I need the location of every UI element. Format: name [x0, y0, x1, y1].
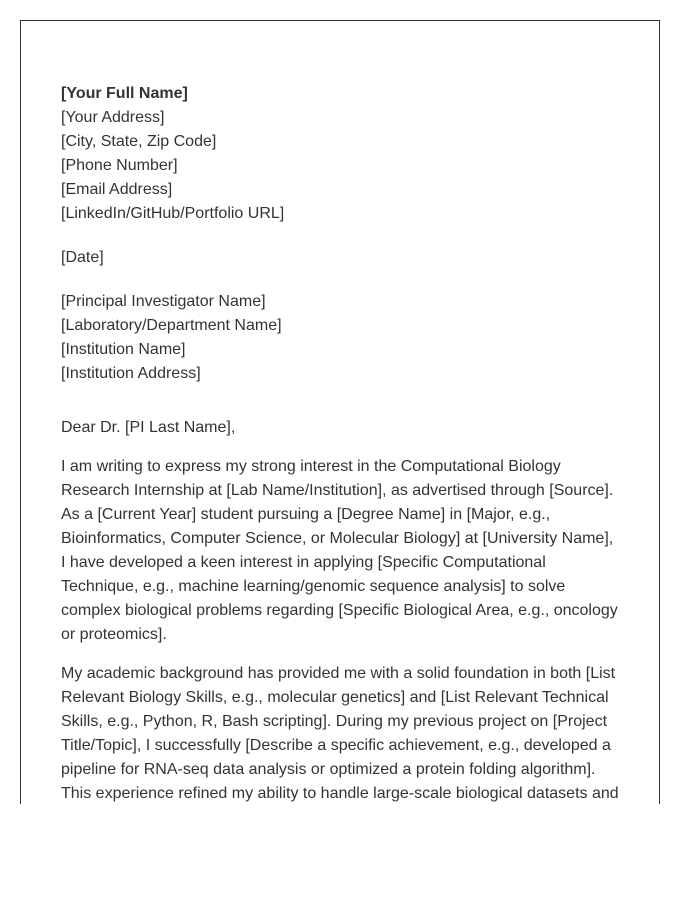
sender-address: [Your Address] [61, 109, 165, 126]
letter-page [20, 20, 660, 804]
paragraph-line: or proteomics]. [61, 626, 167, 643]
sender-city-state-zip: [City, State, Zip Code] [61, 133, 217, 150]
paragraph-2 [61, 662, 627, 804]
paragraph-line: Research Internship at [Lab Name/Institution], as advertised through [Source]. [61, 482, 614, 499]
recipient-address: [Institution Address] [61, 365, 201, 382]
paragraph-1 [61, 455, 627, 647]
salutation-block [61, 416, 627, 440]
sender-email: [Email Address] [61, 181, 173, 198]
paragraph-line: complex biological problems regarding [Specific Biological Area, e.g., oncology [61, 602, 618, 619]
sender-name: [Your Full Name] [61, 85, 188, 102]
paragraph-line: Skills, e.g., Python, R, Bash scripting]. During my previous project on [Project [61, 713, 608, 730]
letter-content [61, 82, 627, 804]
paragraph-line: My academic background has provided me with a solid foundation in both [List [61, 665, 616, 682]
paragraph-line: I have developed a keen interest in applying [Specific Computational [61, 554, 546, 571]
paragraph-line: Title/Topic], I successfully [Describe a specific achievement, e.g., developed a [61, 737, 611, 754]
sender-profile-url: [LinkedIn/GitHub/Portfolio URL] [61, 205, 285, 222]
letter-date: [Date] [61, 249, 104, 266]
recipient-institution: [Institution Name] [61, 341, 186, 358]
salutation: Dear Dr. [PI Last Name], [61, 419, 236, 436]
date-block [61, 246, 627, 270]
paragraph-line: Relevant Biology Skills, e.g., molecular genetics] and [List Relevant Technical [61, 689, 609, 706]
paragraph-line: pipeline for RNA-seq data analysis or optimized a protein folding algorithm]. [61, 761, 596, 778]
paragraph-line: Technique, e.g., machine learning/genomic sequence analysis] to solve [61, 578, 566, 595]
recipient-lab: [Laboratory/Department Name] [61, 317, 282, 334]
sender-phone: [Phone Number] [61, 157, 178, 174]
paragraph-line: As a [Current Year] student pursuing a [Degree Name] in [Major, e.g., [61, 506, 551, 523]
paragraph-line: Bioinformatics, Computer Science, or Molecular Biology] at [University Name], [61, 530, 614, 547]
paragraph-line: I am writing to express my strong interest in the Computational Biology [61, 458, 561, 475]
sender-block [61, 82, 627, 226]
recipient-block [61, 290, 627, 386]
paragraph-line: This experience refined my ability to handle large-scale biological datasets and [61, 785, 619, 802]
recipient-pi-name: [Principal Investigator Name] [61, 293, 266, 310]
